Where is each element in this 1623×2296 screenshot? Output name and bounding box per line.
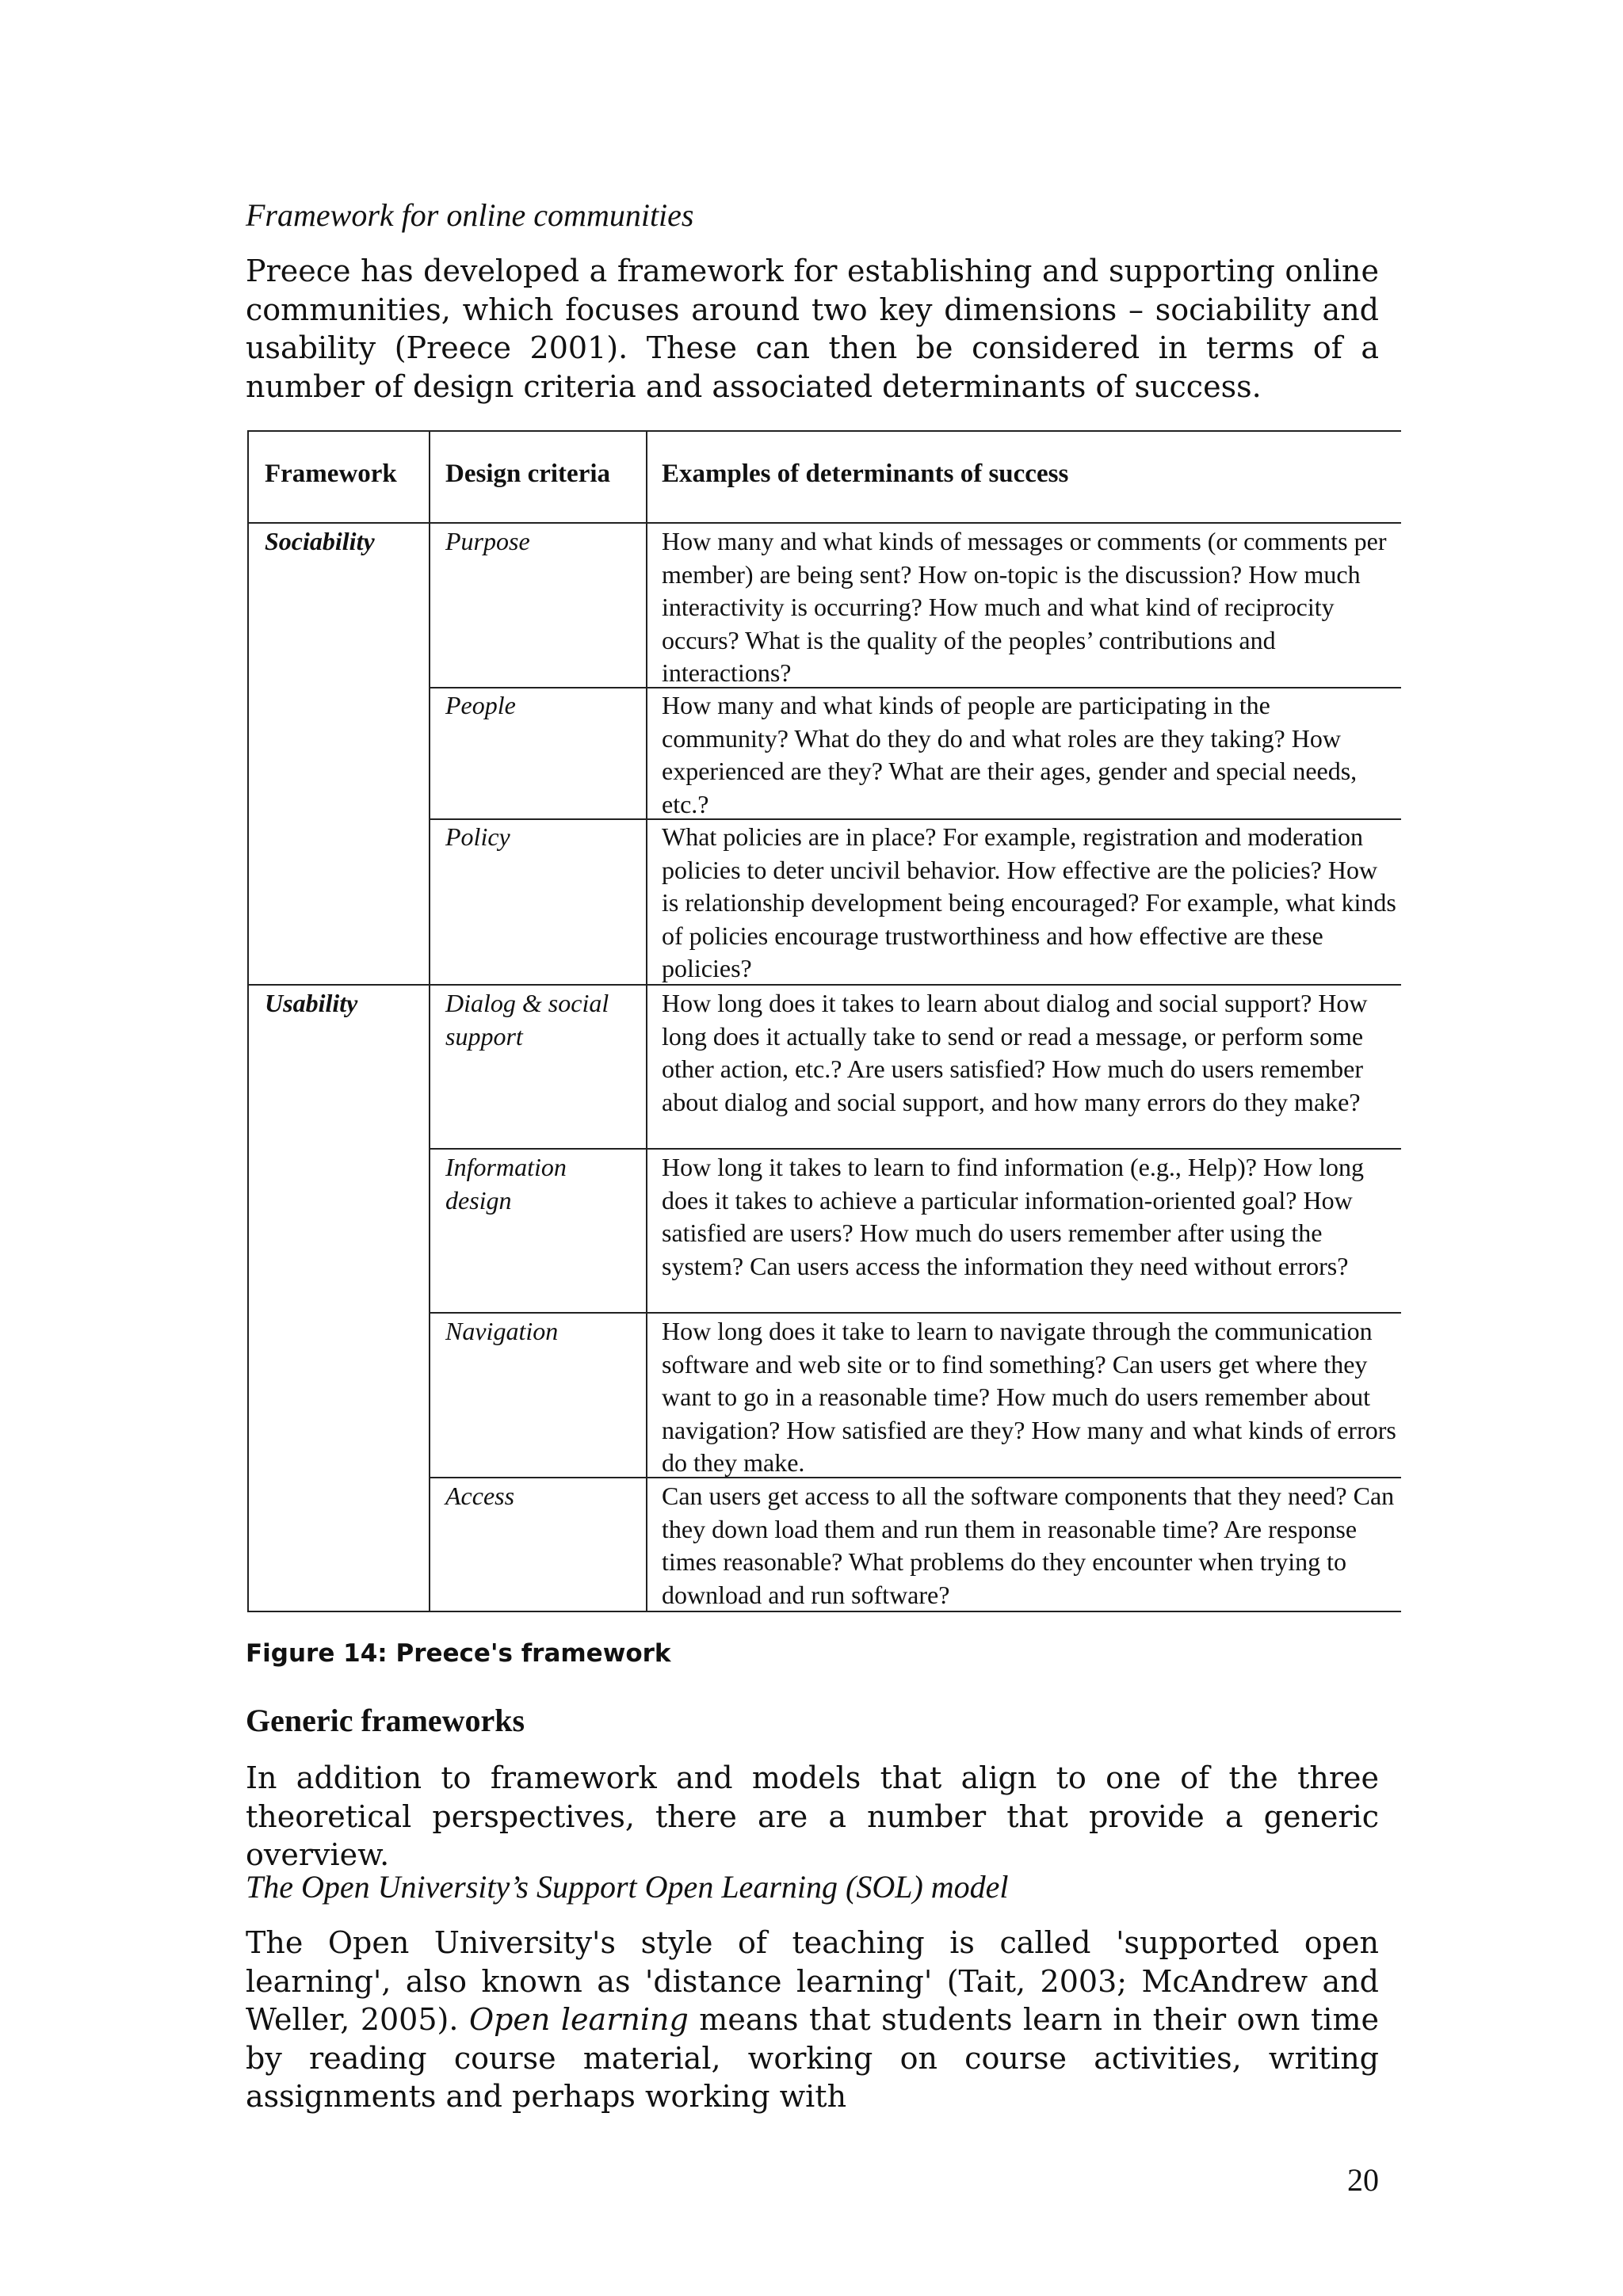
- column-divider: [646, 432, 647, 1611]
- paragraph-text: means that students learn in their own time by reading course material, working on course activities, writing assignments and perhaps working with: [246, 2002, 1379, 2114]
- row-rule: [429, 1148, 1401, 1150]
- determinants-text: How long does it takes to learn about dialog and social support? How long does it actually take to send or read a message, or perform some other action, etc.? Are users satisfied? How much do users remember about dialog and social support, and how many errors do they make?: [662, 989, 1368, 1116]
- framework-table: [247, 430, 1401, 1612]
- design-criteria: Navigation: [445, 1317, 559, 1345]
- table-header: Framework: [265, 460, 397, 488]
- determinants-text: What policies are in place? For example, registration and moderation policies to deter uncivil behavior. How effective are the policies? How is relationship development being encouraged? For example, what kinds of policies encourage trustworthiness and how effective are these policies?: [662, 822, 1396, 982]
- design-criteria: Access: [445, 1482, 515, 1510]
- column-divider: [429, 432, 430, 1611]
- page-number: 20: [1347, 2162, 1379, 2198]
- section-heading: Generic frameworks: [246, 1703, 525, 1738]
- emphasis-text: Open learning: [468, 2002, 689, 2037]
- header-rule: [249, 522, 1401, 524]
- design-criteria: Information design: [445, 1153, 567, 1215]
- figure-caption: Figure 14: Preece's framework: [246, 1639, 671, 1668]
- paragraph-text: The Open University's style of teaching is called 'supported open learning', also known as 'distance learning' (Tait, 2003; McAndrew and Weller, 2005).: [246, 1925, 1379, 2037]
- design-criteria: People: [445, 691, 516, 719]
- section-subheading: Framework for online communities: [246, 197, 694, 233]
- determinants-text: How many and what kinds of people are participating in the community? What do they do and what roles are they taking? How experienced are they? What are their ages, gender and special needs, etc.?: [662, 691, 1358, 818]
- framework-label: Sociability: [265, 527, 375, 555]
- paragraph: In addition to framework and models that align to one of the three theoretical perspectives, there are a number that provide a generic overview.: [246, 1760, 1379, 1872]
- table-header: Design criteria: [445, 460, 611, 488]
- table-header: Examples of determinants of success: [662, 460, 1069, 488]
- determinants-text: How many and what kinds of messages or comments (or comments per member) are being sent? How on-topic is the discussion? How much interactivity is occurring? How much and what kind of reciprocity occurs? What is the quality of the peoples’ contributions and interactions?: [662, 527, 1387, 687]
- design-criteria: Purpose: [445, 527, 530, 555]
- design-criteria: Policy: [445, 822, 510, 851]
- determinants-text: How long it takes to learn to find information (e.g., Help)? How long does it takes to achieve a particular information-oriented goal? How satisfied are users? How much do users remember after using the system? Can users access the information they need without errors?: [662, 1153, 1365, 1280]
- section-subheading: The Open University’s Support Open Learning (SOL) model: [246, 1869, 1009, 1905]
- determinants-text: How long does it take to learn to navigate through the communication software and web site or to find something? Can users get where they want to go in a reasonable time? How much do users remember about navigation? How satisfied are they? How many and what kinds of errors do they make.: [662, 1317, 1396, 1477]
- row-rule: [429, 1312, 1401, 1314]
- framework-label: Usability: [265, 989, 358, 1017]
- design-criteria: Dialog & social support: [445, 989, 609, 1051]
- paragraph: [246, 1924, 1379, 2116]
- paragraph: Preece has developed a framework for establishing and supporting online communities, which focuses around two key dimensions – sociability and usability (Preece 2001). These can then be considered in terms of a number of design criteria and associated determinants of success.: [246, 254, 1379, 404]
- determinants-text: Can users get access to all the software components that they need? Can they down load them and run them in reasonable time? Are response times reasonable? What problems do they encounter when trying to download and run software?: [662, 1482, 1395, 1609]
